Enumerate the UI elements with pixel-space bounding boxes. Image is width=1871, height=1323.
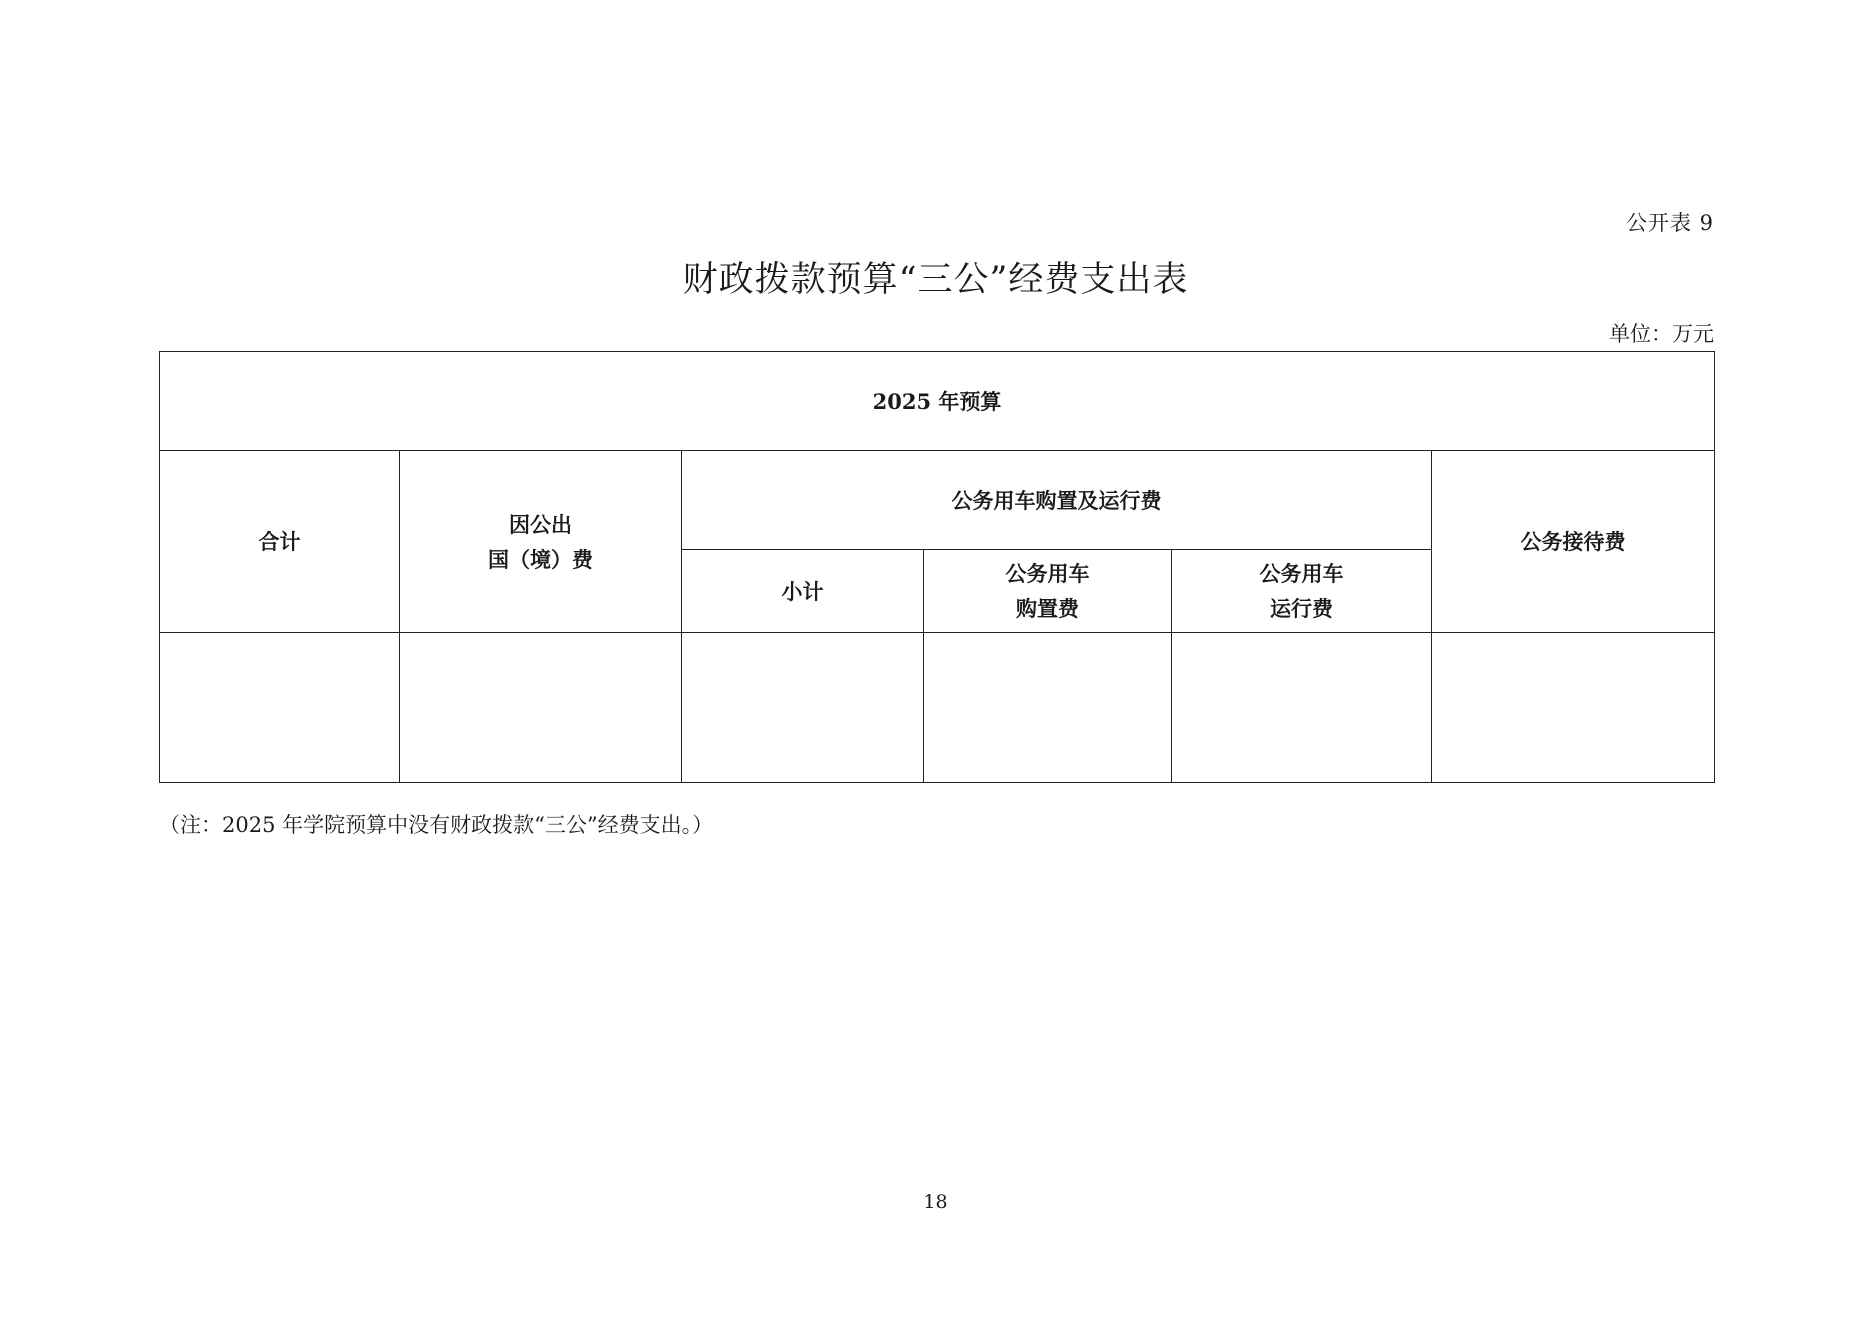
vehicle-purchase-value-cell <box>924 633 1172 783</box>
unit-label: 单位：万元 <box>1609 322 1714 346</box>
vehicle-operation-header-line-2: 运行费 <box>1270 596 1333 621</box>
reception-value-cell <box>1432 633 1715 783</box>
vehicle-operation-header-cell <box>1172 550 1432 633</box>
vehicle-subtotal-header-cell: 小计 <box>682 550 924 633</box>
vehicle-purchase-header-cell <box>924 550 1172 633</box>
vehicle-purchase-header-line-2: 购置费 <box>1016 596 1079 621</box>
table-header-row-main <box>160 451 1715 550</box>
vehicle-subtotal-value-cell <box>682 633 924 783</box>
overseas-value-cell <box>400 633 682 783</box>
total-value-cell <box>160 633 400 783</box>
overseas-header-cell <box>400 451 682 633</box>
overseas-header-line-1: 因公出 <box>509 511 572 537</box>
reception-header-cell: 公务接待费 <box>1432 451 1715 633</box>
overseas-header-line-2: 国（境）费 <box>488 546 593 572</box>
table-number: 公开表 9 <box>1625 211 1714 235</box>
page-number: 18 <box>923 1191 948 1213</box>
table-row <box>160 633 1715 783</box>
year-header-cell: 2025 年预算 <box>160 352 1715 451</box>
vehicle-operation-value-cell <box>1172 633 1432 783</box>
budget-table <box>159 351 1715 783</box>
table-header-row-year <box>160 352 1715 451</box>
vehicle-purchase-header-line-1: 公务用车 <box>1005 561 1090 586</box>
table-note: （注：2025 年学院预算中没有财政拨款“三公”经费支出。） <box>159 813 714 837</box>
page-title: 财政拨款预算“三公”经费支出表 <box>682 260 1189 300</box>
total-header-cell: 合计 <box>160 451 400 633</box>
vehicle-operation-header-line-1: 公务用车 <box>1259 561 1344 586</box>
vehicle-group-header-cell: 公务用车购置及运行费 <box>682 451 1432 550</box>
